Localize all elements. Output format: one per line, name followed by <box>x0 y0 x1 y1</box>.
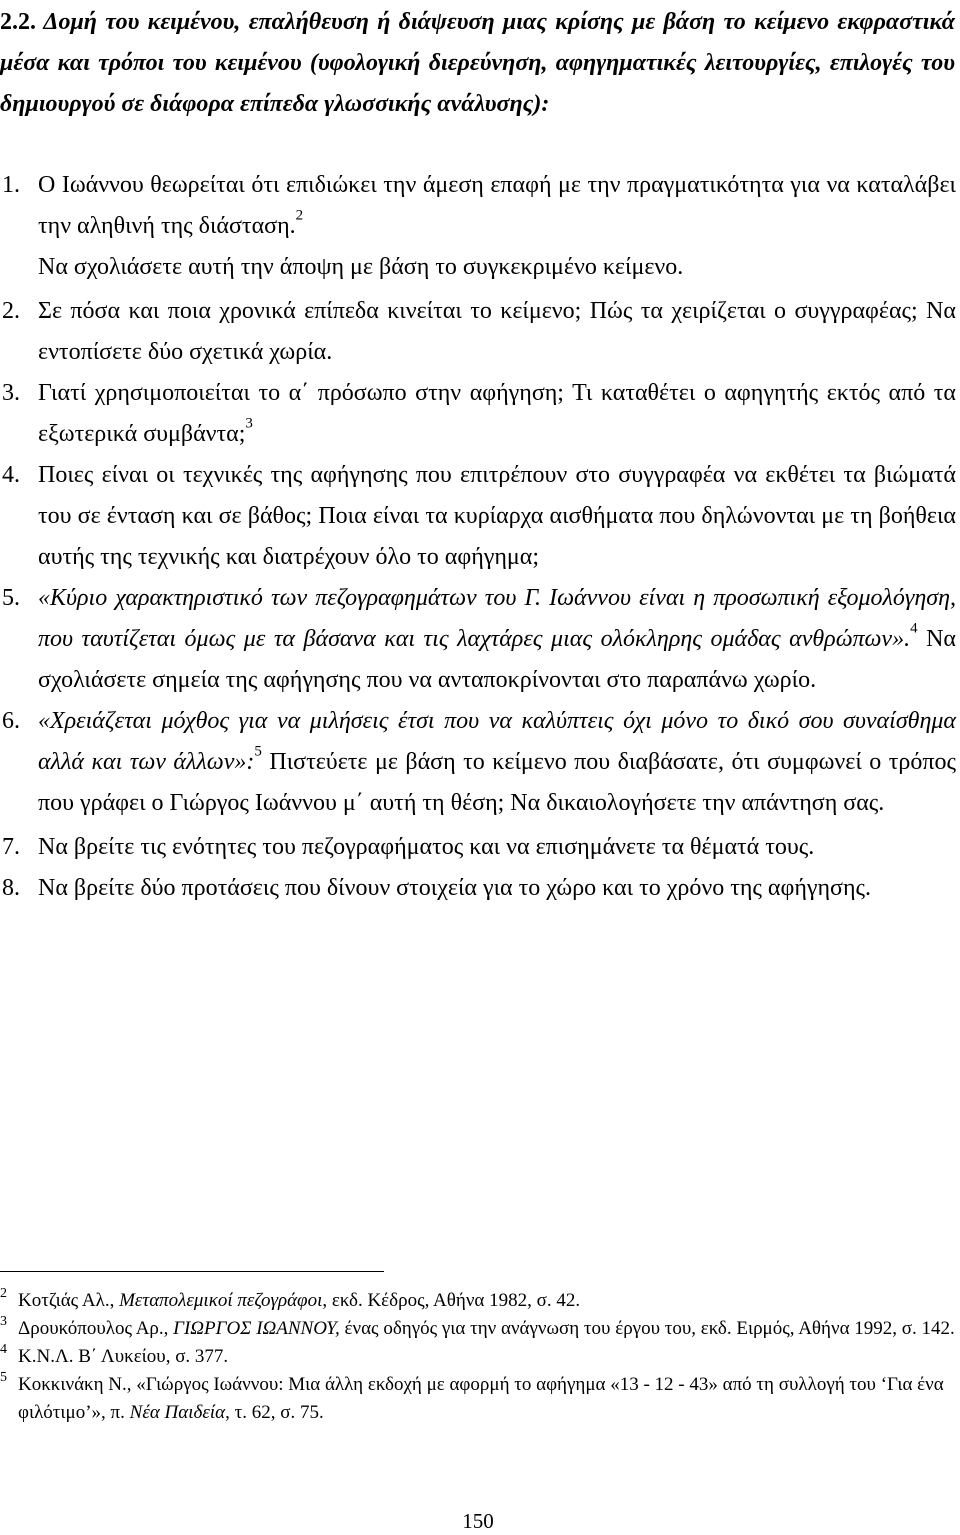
footnote-text: Κοτζιάς Αλ., <box>18 1290 115 1311</box>
footnote-title: Νέα Παιδεία <box>129 1402 226 1423</box>
question-item <box>0 165 956 288</box>
section-heading <box>0 2 955 125</box>
footnote-text-end: , τ. 62, σ. 75. <box>225 1402 324 1423</box>
question-text: Σε πόσα και ποια χρονικά επίπεδα κινείται το κείμενο; Πώς τα χειρίζεται ο συγγραφέας; Να εντοπίσετε δύο σχετικά χωρία. <box>38 298 956 365</box>
question-item <box>0 868 956 909</box>
footnote-ref: 5 <box>254 743 262 760</box>
footnote-item <box>0 1315 956 1343</box>
question-text: Γιατί χρησιμοποιείται το α΄ πρόσωπο στην αφήγηση; Τι καταθέτει ο αφηγητής εκτός από τα εξωτερικά συμβάντα; <box>38 380 956 447</box>
question-list <box>0 165 956 909</box>
question-text: Να σχολιάσετε σημεία της αφήγησης που να ανταποκρίνονται στο παραπάνω χωρίο. <box>38 626 956 693</box>
question-number: 7. <box>2 834 20 860</box>
question-text: Ποιες είναι οι τεχνικές της αφήγησης που επιτρέπουν στο συγγραφέα να εκθέτει τα βιώματά του σε ένταση και σε βάθος; Ποια είναι τα κυρίαρχα αισθήματα που δηλώνονται με τη βοήθεια αυτής της τεχνικής και διατρέχουν όλο το αφήγημα; <box>38 462 956 570</box>
footnote-text-end: Β΄ Λυκείου, σ. 377. <box>78 1346 229 1367</box>
question-item <box>0 701 956 824</box>
footnotes <box>0 1287 956 1427</box>
footnote-ref: 3 <box>245 415 253 432</box>
question-number: 4. <box>2 462 20 488</box>
page-number: 150 <box>462 1509 494 1533</box>
footnote-number: 5 <box>0 1370 7 1385</box>
question-text: Πιστεύετε με βάση το κείμενο που διαβάσατε, ότι συμφωνεί ο τρόπος που γράφει ο Γιώργος Ιωάννου μ΄ αυτή τη θέση; Να δικαιολογήσετε την απάντηση σας. <box>38 749 956 816</box>
question-item <box>0 455 956 578</box>
footnote-text: Κοκκινάκη Ν., «Γιώργος Ιωάννου: Μια άλλη εκδοχή με αφορμή το αφήγημα «13 - 12 - 43» από τη συλλογή του ‘Για ένα φιλότιμο’», π. <box>18 1374 944 1423</box>
footnote-number: 3 <box>0 1314 7 1329</box>
footnote-text: Κ.Ν.Λ. <box>18 1346 74 1367</box>
question-item <box>0 373 956 455</box>
footnote-divider <box>0 1271 384 1272</box>
section-number: 2.2. <box>0 9 36 35</box>
question-number: 2. <box>2 298 20 324</box>
footnote-number: 2 <box>0 1286 7 1301</box>
question-text: Να βρείτε δύο προτάσεις που δίνουν στοιχεία για το χώρο και το χρόνο της αφήγησης. <box>38 875 872 901</box>
question-number: 5. <box>2 585 20 611</box>
section-heading-text: Δομή του κειμένου, επαλήθευση ή διάψευση μιας κρίσης με βάση το κείμενο εκφραστικά μέσα και τρόποι του κειμένου (υφολογική διερεύνηση, αφηγηματικές λειτουργίες, επιλογές του δημιουργού σε διάφορα επίπεδα γλωσσικής ανάλυσης): <box>0 9 956 117</box>
question-number: 3. <box>2 380 20 406</box>
footnote-number: 4 <box>0 1342 7 1357</box>
question-quote: «Χρειάζεται μόχθος για να μιλήσεις έτσι που να καλύπτεις όχι μόνο το δικό σου συναίσθημα αλλά και των άλλων»: <box>38 708 956 775</box>
question-text-continued: Να σχολιάσετε αυτή την άποψη με βάση το συγκεκριμένο κείμενο. <box>38 254 684 280</box>
footnote-item <box>0 1371 956 1427</box>
question-number: 8. <box>2 875 20 901</box>
question-number: 1. <box>2 172 20 198</box>
question-text: Ο Ιωάννου θεωρείται ότι επιδιώκει την άμεση επαφή με την πραγματικότητα για να καταλάβει την αληθινή της διάσταση. <box>38 172 956 239</box>
footnote-title: Μεταπολεμικοί πεζογράφοι <box>119 1290 323 1311</box>
question-quote: «Κύριο χαρακτηριστικό των πεζογραφημάτων του Γ. Ιωάννου είναι η προσωπική εξομολόγηση, που ταυτίζεται όμως με τα βάσανα και τις λαχτάρες μιας ολόκληρης ομάδας ανθρώπων». <box>38 585 956 652</box>
question-item <box>0 827 956 868</box>
footnote-text-end: , εκδ. Κέδρος, Αθήνα 1982, σ. 42. <box>322 1290 581 1311</box>
footnote-ref: 4 <box>910 620 918 637</box>
footnote-item <box>0 1287 956 1315</box>
footnote-text: Δρουκόπουλος Αρ., <box>18 1318 169 1339</box>
footnote-ref: 2 <box>295 207 304 224</box>
footnote-item <box>0 1343 956 1371</box>
footnote-title: ΓΙΩΡΓΟΣ ΙΩΑΝΝΟΥ, <box>173 1318 340 1339</box>
question-item <box>0 291 956 373</box>
question-item <box>0 578 956 701</box>
question-text: Να βρείτε τις ενότητες του πεζογραφήματος και να επισημάνετε τα θέματά τους. <box>38 834 815 860</box>
footnote-text-end: ένας οδηγός για την ανάγνωση του έργου του, εκδ. Ειρμός, Αθήνα 1992, σ. 142. <box>344 1318 955 1339</box>
question-number: 6. <box>2 708 20 734</box>
